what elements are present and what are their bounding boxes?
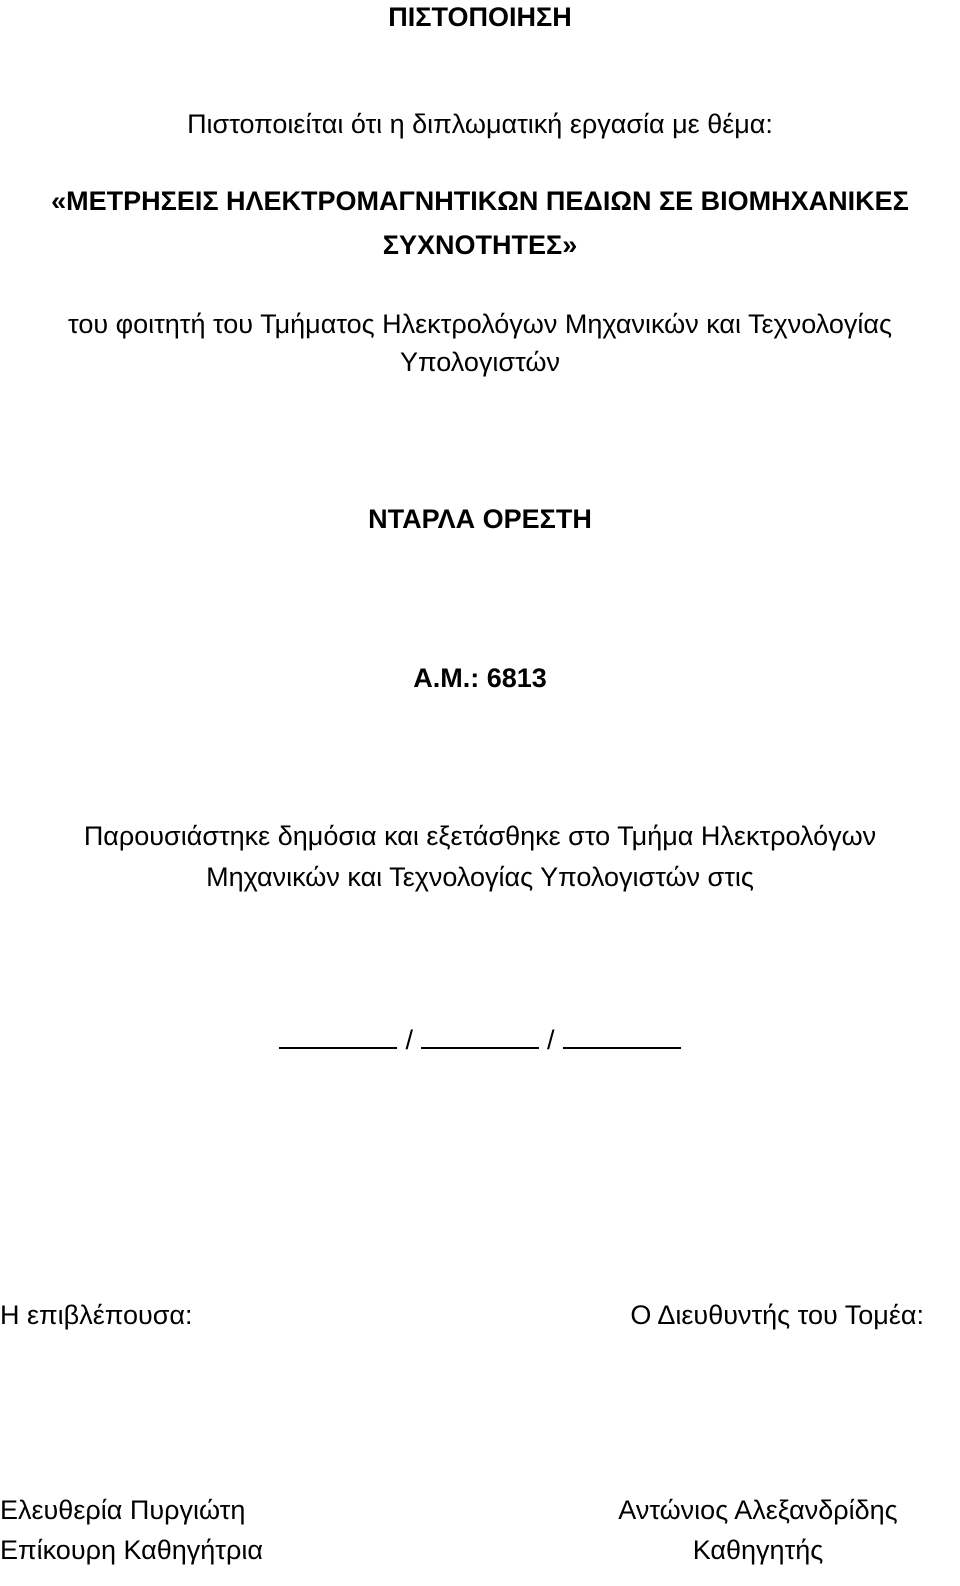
date-separator-2: /	[547, 1025, 555, 1055]
student-department-line-1: του φοιτητή του Τμήματος Ηλεκτρολόγων Μηχανικών και Τεχνολογίας	[68, 309, 892, 339]
director-name: Αντώνιος Αλεξανδρίδης	[618, 1495, 898, 1525]
director-role: Ο Διευθυντής του Τομέα:	[630, 1300, 924, 1330]
thesis-title-line-1: «ΜΕΤΡΗΣΕΙΣ ΗΛΕΚΤΡΟΜΑΓΝΗΤΙΚΩΝ ΠΕΔΙΩΝ ΣΕ ΒΙΟΜΗΧΑΝΙΚΕΣ	[51, 186, 909, 216]
month-blank	[421, 1017, 539, 1049]
student-department-line-2: Υπολογιστών	[400, 347, 560, 377]
day-blank	[279, 1017, 397, 1049]
supervisor-name: Ελευθερία Πυργιώτη	[0, 1495, 246, 1525]
supervisor-role: Η επιβλέπουσα:	[0, 1300, 193, 1330]
supervisor-title: Επίκουρη Καθηγήτρια	[0, 1535, 263, 1565]
year-blank	[563, 1017, 681, 1049]
presentation-line-1: Παρουσιάστηκε δημόσια και εξετάσθηκε στο Τμήμα Ηλεκτρολόγων	[83, 821, 877, 851]
thesis-title-line-2: ΣΥΧΝΟΤΗΤΕΣ»	[382, 230, 578, 260]
student-name: ΝΤΑΡΛΑ ΟΡΕΣΤΗ	[368, 504, 592, 534]
student-id: Α.Μ.: 6813	[413, 663, 547, 693]
intro-text: Πιστοποιείται ότι η διπλωματική εργασία με θέμα:	[187, 109, 773, 139]
director-title: Καθηγητής	[692, 1535, 824, 1565]
date-separator-1: /	[405, 1025, 413, 1055]
presentation-line-2: Μηχανικών και Τεχνολογίας Υπολογιστών στις	[206, 862, 754, 892]
certificate-heading: ΠΙΣΤΟΠΟΙΗΣΗ	[388, 2, 572, 32]
date-blanks	[0, 1017, 960, 1060]
